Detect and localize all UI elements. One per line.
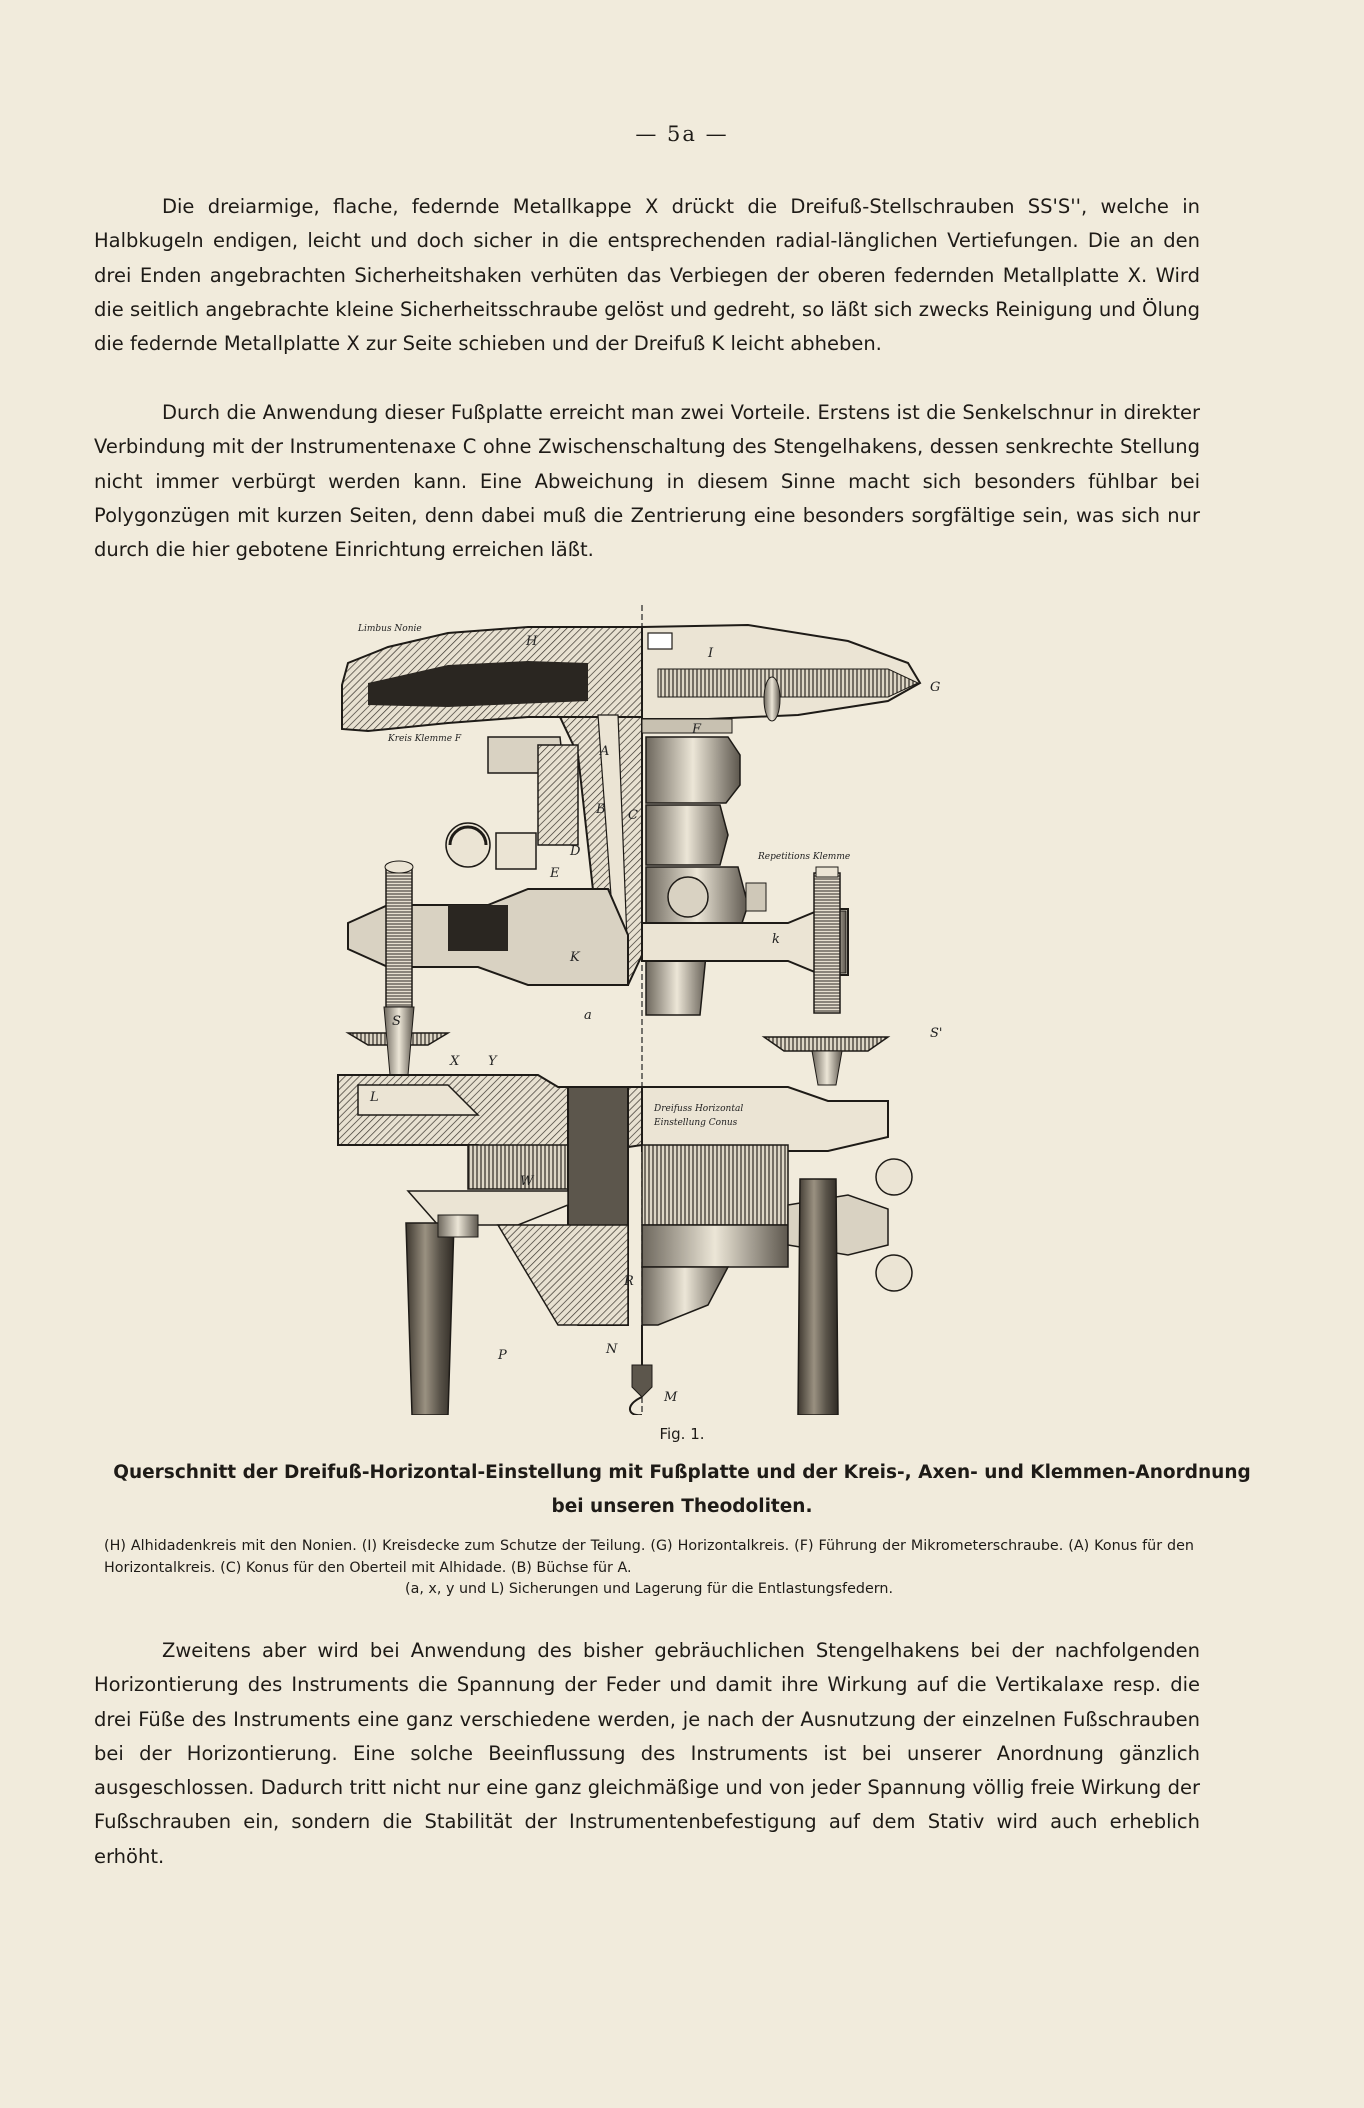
label-Y: Y — [488, 1054, 497, 1069]
alhidade-disc — [342, 625, 920, 731]
label-L: L — [370, 1090, 379, 1105]
paragraph-3-text: Zweitens aber wird bei Anwendung des bisher gebräuchlichen Stengelhakens bei der nachfolgenden Horizontierung des Instruments die Spannung der Feder und damit ihre Wirkung auf die Vertikalaxe resp. die drei Füße des Instruments eine ganz verschiedene werden, je nach der Ausnutzung der einzelnen Fußschrauben bei der Horizontierung. Eine solche Beeinflussung des Instruments ist bei unserer Anordnung gänzlich ausgeschlossen. Dadurch tritt nicht nur eine ganz gleichmäßige und von jeder Spannung völlig freie Wirkung der Fußschrauben ein, sondern die Stabilität der Instrumentenbefestigung auf dem Stativ wird auch erheblich erhöht. — [94, 1639, 1200, 1868]
theodolite-cross-section-figure — [328, 605, 950, 1415]
plumb-hook — [630, 1325, 652, 1415]
figure-legend — [104, 1536, 1194, 1601]
figure-caption: Querschnitt der Dreifuß-Horizontal-Einstellung mit Fußplatte und der Kreis-, Axen- und Klemmen-Anordnung bei unseren Theodoliten. — [113, 1462, 1251, 1517]
label-P: P — [498, 1348, 507, 1363]
label-a: a — [584, 1008, 592, 1023]
hand-label-limbus: Limbus Nonie — [358, 624, 422, 634]
page-number: — 5a — — [635, 122, 729, 146]
label-F: F — [692, 722, 702, 737]
paragraph-2-text: Durch die Anwendung dieser Fußplatte erreicht man zwei Vorteile. Erstens ist die Senkelschnur in direkter Verbindung mit der Instrumentenaxe C ohne Zwischenschaltung des Stengelhakens, dessen senkrechte Stellung nicht immer verbürgt werden kann. Eine Abweichung in diesem Sinne macht sich besonders fühlbar bei Polygonzügen mit kurzen Seiten, denn dabei muß die Zentrierung eine besonders sorgfältige sein, was sich nur durch die hier gebotene Einrichtung erreichen läßt. — [94, 401, 1200, 562]
cone-body-right — [642, 719, 766, 1015]
label-D: D — [570, 844, 581, 859]
label-G: G — [930, 680, 941, 695]
label-N: N — [606, 1342, 618, 1357]
hand-label-einstellung: Einstellung Conus — [654, 1118, 738, 1128]
paragraph-2 — [94, 396, 1200, 567]
label-H: H — [526, 634, 538, 649]
label-S: S — [392, 1014, 401, 1029]
label-k: k — [772, 932, 780, 947]
paragraph-1 — [94, 190, 1200, 361]
label-E: E — [550, 866, 560, 881]
label-X: X — [450, 1054, 460, 1069]
label-I: I — [708, 646, 714, 661]
paragraph-3 — [94, 1634, 1200, 1874]
foot-screw-right — [764, 867, 888, 1085]
hand-label-dreifuss: Dreifuss Horizontal — [654, 1104, 744, 1114]
hand-label-kreis-klemme: Kreis Klemme F — [388, 734, 462, 744]
figure-label: Fig. 1. — [659, 1425, 705, 1443]
label-M: M — [664, 1390, 678, 1405]
label-W: W — [520, 1174, 534, 1189]
label-K: K — [570, 950, 580, 965]
label-R: R — [624, 1274, 634, 1289]
legend-line-1: (H) Alhidadenkreis mit den Nonien. (I) Kreisdecke zum Schutze der Teilung. (G) Horizontalkreis. (F) Führung der Mikrometerschraube. (A) Konus für den Horizontalkreis. (C) Konus für den Oberteil mit Alhidade. (B) Büchse für A. — [104, 1538, 1194, 1576]
label-B: B — [596, 802, 606, 817]
legend-line-2: (a, x, y und L) Sicherungen und Lagerung für die Entlastungsfedern. — [405, 1581, 893, 1597]
label-A: A — [600, 744, 610, 759]
theodolite-drawing — [328, 605, 950, 1415]
paragraph-1-text: Die dreiarmige, flache, federnde Metallkappe X drückt die Dreifuß-Stellschrauben SS'S'', welche in Halbkugeln endigen, leicht und doch sicher in die entsprechenden radial-länglichen Vertiefungen. Die an den drei Enden angebrachten Sicherheitshaken verhüten das Verbiegen der oberen federnden Metallplatte X. Wird die seitlich angebrachte kleine Sicherheitsschraube gelöst und gedreht, so läßt sich zwecks Reinigung und Ölung die federnde Metallplatte X zur Seite schieben und der Dreifuß K leicht abheben. — [94, 195, 1200, 356]
label-C: C — [628, 808, 638, 823]
hand-label-repetitions: Repetitions Klemme — [758, 852, 851, 862]
label-S2: S' — [930, 1026, 943, 1041]
